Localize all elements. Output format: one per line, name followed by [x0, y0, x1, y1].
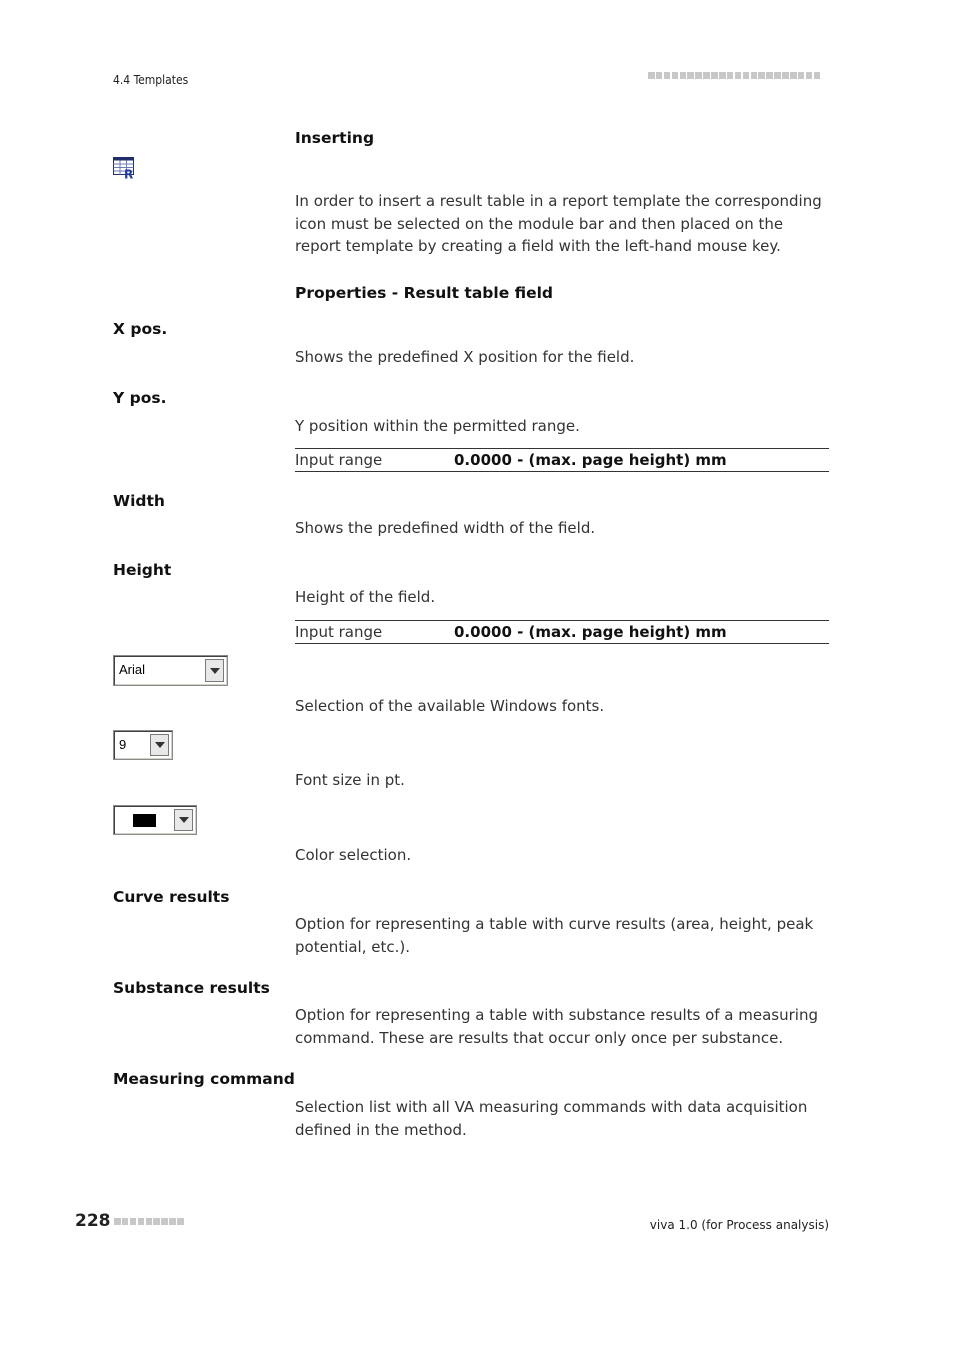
width-desc: Shows the predefined width of the field. — [295, 519, 596, 537]
chevron-down-icon — [205, 659, 224, 682]
color-swatch — [133, 814, 156, 827]
color-desc: Color selection. — [295, 846, 412, 864]
header-decoration — [648, 72, 820, 79]
input-range-value: 0.0000 - (max. page height) mm — [454, 450, 727, 469]
inserting-heading: Inserting — [295, 129, 375, 147]
font-combo-value: Arial — [119, 662, 146, 677]
y-pos-desc: Y position within the permitted range. — [295, 417, 580, 435]
inserting-text: In order to insert a result table in a report template the corresponding icon must be selected on the module bar and then placed on the report template by creating a field with the left-hand mouse key. — [295, 192, 822, 255]
input-range-label: Input range — [295, 450, 383, 469]
running-header-section: 4.4 Templates — [113, 73, 189, 87]
width-term: Width — [113, 492, 165, 510]
svg-text:R: R — [124, 167, 134, 179]
curve-results-term: Curve results — [113, 888, 230, 906]
height-input-range — [295, 620, 829, 644]
substance-results-desc: Option for representing a table with substance results of a measuring command. These are results that occur only once per substance. — [295, 1006, 818, 1047]
font-combo — [113, 655, 228, 686]
x-pos-desc: Shows the predefined X position for the field. — [295, 348, 635, 366]
input-range-label: Input range — [295, 622, 383, 641]
chevron-down-icon — [150, 734, 169, 756]
substance-results-term: Substance results — [113, 979, 270, 997]
result-table-icon — [113, 157, 137, 179]
font-desc: Selection of the available Windows fonts. — [295, 697, 605, 715]
height-term: Height — [113, 561, 172, 579]
properties-heading: Properties - Result table field — [295, 284, 554, 302]
y-pos-term: Y pos. — [113, 389, 167, 407]
color-combo — [113, 805, 197, 835]
y-pos-input-range — [295, 448, 829, 472]
height-desc: Height of the field. — [295, 588, 436, 606]
curve-results-desc: Option for representing a table with curve results (area, height, peak potential, etc.). — [295, 915, 814, 956]
measuring-command-desc: Selection list with all VA measuring commands with data acquisition defined in the method. — [295, 1098, 808, 1139]
footer-product: viva 1.0 (for Process analysis) — [649, 1218, 829, 1232]
footer-decoration — [114, 1218, 184, 1225]
page-number: 228 — [75, 1211, 111, 1231]
chevron-down-icon — [174, 809, 193, 831]
x-pos-term: X pos. — [113, 320, 168, 338]
font-size-desc: Font size in pt. — [295, 771, 405, 789]
font-size-combo-value: 9 — [119, 737, 127, 752]
input-range-value: 0.0000 - (max. page height) mm — [454, 622, 727, 641]
font-size-combo — [113, 730, 173, 760]
measuring-command-term: Measuring command — [113, 1070, 295, 1088]
